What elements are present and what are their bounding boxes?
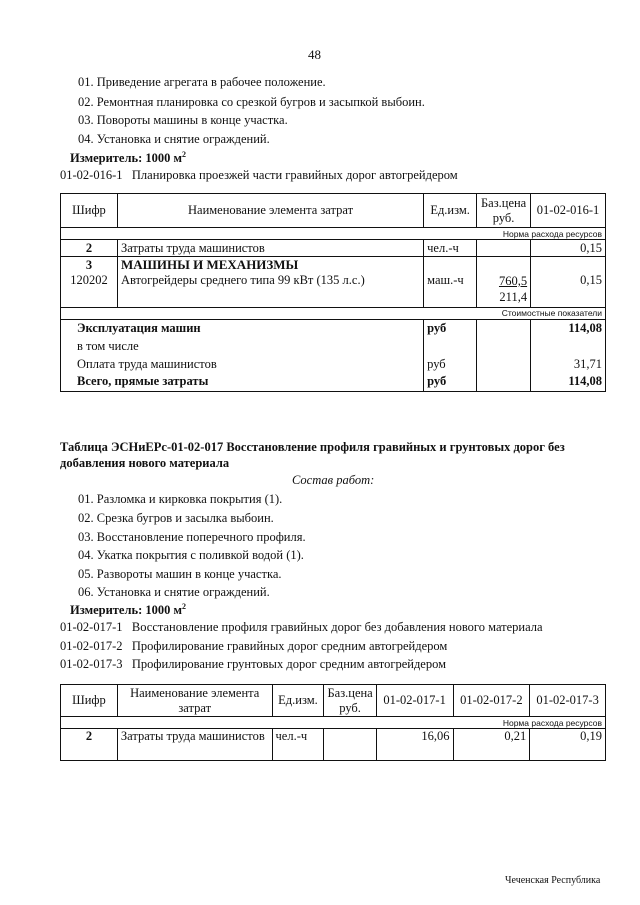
header-unit: Ед.изм. <box>272 685 324 717</box>
norm-label: Норма расхода ресурсов <box>61 717 606 729</box>
cost-row-name: в том числе <box>61 337 424 355</box>
item-code: 01-02-016-1 <box>60 168 123 182</box>
item-text: Профилирование грунтовых дорог средним автогрейдером <box>131 657 447 671</box>
item-code: 01-02-017-2 <box>60 639 123 653</box>
row-value: 0,15 <box>531 273 606 307</box>
work-item: 01. Разломка и кирковка покрытия (1). <box>78 492 283 506</box>
row-value-1: 16,06 <box>376 729 453 761</box>
cost-row-unit: руб <box>424 373 477 391</box>
row-code: 3 <box>61 257 118 274</box>
item-code-line <box>60 639 447 654</box>
table-title-line1: Таблица ЭСНиЕРс-01-02-017 Восстановление профиля гравийных и грунтовых дорог без <box>60 440 565 454</box>
row-price: 760,5 211,4 <box>477 273 531 307</box>
header-rate: 01-02-016-1 <box>531 194 606 228</box>
cost-row-value: 114,08 <box>531 373 606 391</box>
cost-row-unit: руб <box>424 319 477 337</box>
row-name: МАШИНЫ И МЕХАНИЗМЫ <box>117 257 423 274</box>
item-code-line <box>60 168 458 183</box>
resource-table-1 <box>60 193 606 392</box>
item-text: Восстановление профиля гравийных дорог без добавления нового материала <box>131 620 543 634</box>
row-code: 120202 <box>61 273 118 307</box>
item-text: Планировка проезжей части гравийных дорог автогрейдером <box>131 168 458 182</box>
work-item: 04. Укатка покрытия с поливкой водой (1). <box>78 548 304 562</box>
header-price: Баз.цена руб. <box>477 194 531 228</box>
header-name: Наименование элемента затрат <box>117 194 423 228</box>
row-value-3: 0,19 <box>530 729 606 761</box>
row-name: Затраты труда машинистов <box>117 729 272 761</box>
cost-row-name: Эксплуатация машин <box>61 319 424 337</box>
row-unit: чел.-ч <box>424 240 477 257</box>
item-code: 01-02-017-3 <box>60 657 123 671</box>
work-item: 03. Повороты машины в конце участка. <box>78 113 288 127</box>
work-item: 02. Срезка бугров и засылка выбоин. <box>78 511 274 525</box>
table-title-line2: добавления нового материала <box>60 456 230 470</box>
row-name: Затраты труда машинистов <box>117 240 423 257</box>
work-item: 02. Ремонтная планировка со срезкой бугров и засыпкой выбоин. <box>78 95 425 109</box>
measure-label: Измеритель: 1000 $м^2$ <box>70 150 187 166</box>
header-code: Шифр <box>61 194 118 228</box>
work-item: 06. Установка и снятие ограждений. <box>78 585 270 599</box>
resource-table-2 <box>60 684 606 761</box>
row-code: 2 <box>61 240 118 257</box>
header-unit: Ед.изм. <box>424 194 477 228</box>
cost-row-name: Всего, прямые затраты <box>61 373 424 391</box>
work-item: 04. Установка и снятие ограждений. <box>78 132 270 146</box>
measure-label: Измеритель: 1000 $м^2$ <box>70 602 187 618</box>
work-item: 05. Развороты машин в конце участка. <box>78 567 282 581</box>
cost-row-value: 114,08 <box>531 319 606 337</box>
row-unit: маш.-ч <box>424 273 477 307</box>
norm-label: Норма расхода ресурсов <box>61 228 606 240</box>
header-rate-2: 01-02-017-2 <box>453 685 530 717</box>
item-code: 01-02-017-1 <box>60 620 123 634</box>
work-item: 03. Восстановление поперечного профиля. <box>78 530 306 544</box>
work-item: 01. Приведение агрегата в рабочее положение. <box>78 75 326 89</box>
row-value: 0,15 <box>531 240 606 257</box>
row-value-2: 0,21 <box>453 729 530 761</box>
header-code: Шифр <box>61 685 118 717</box>
item-code-line <box>60 620 543 635</box>
footer-region: Чеченская Республика <box>505 875 601 886</box>
header-rate-3: 01-02-017-3 <box>530 685 606 717</box>
cost-label: Стоимостные показатели <box>61 307 606 319</box>
row-name: Автогрейдеры среднего типа 99 кВт (135 л.с.) <box>117 273 423 307</box>
header-rate-1: 01-02-017-1 <box>376 685 453 717</box>
header-name: Наименование элемента затрат <box>117 685 272 717</box>
row-code: 2 <box>61 729 118 761</box>
cost-row-name: Оплата труда машинистов <box>61 355 424 373</box>
header-price: Баз.цена руб. <box>324 685 376 717</box>
works-heading: Состав работ: <box>292 473 375 487</box>
item-text: Профилирование гравийных дорог средним автогрейдером <box>131 639 448 653</box>
item-code-line <box>60 657 446 672</box>
page-number: 48 <box>308 47 321 62</box>
cost-row-unit: руб <box>424 355 477 373</box>
cost-row-value: 31,71 <box>531 355 606 373</box>
row-unit: чел.-ч <box>272 729 324 761</box>
